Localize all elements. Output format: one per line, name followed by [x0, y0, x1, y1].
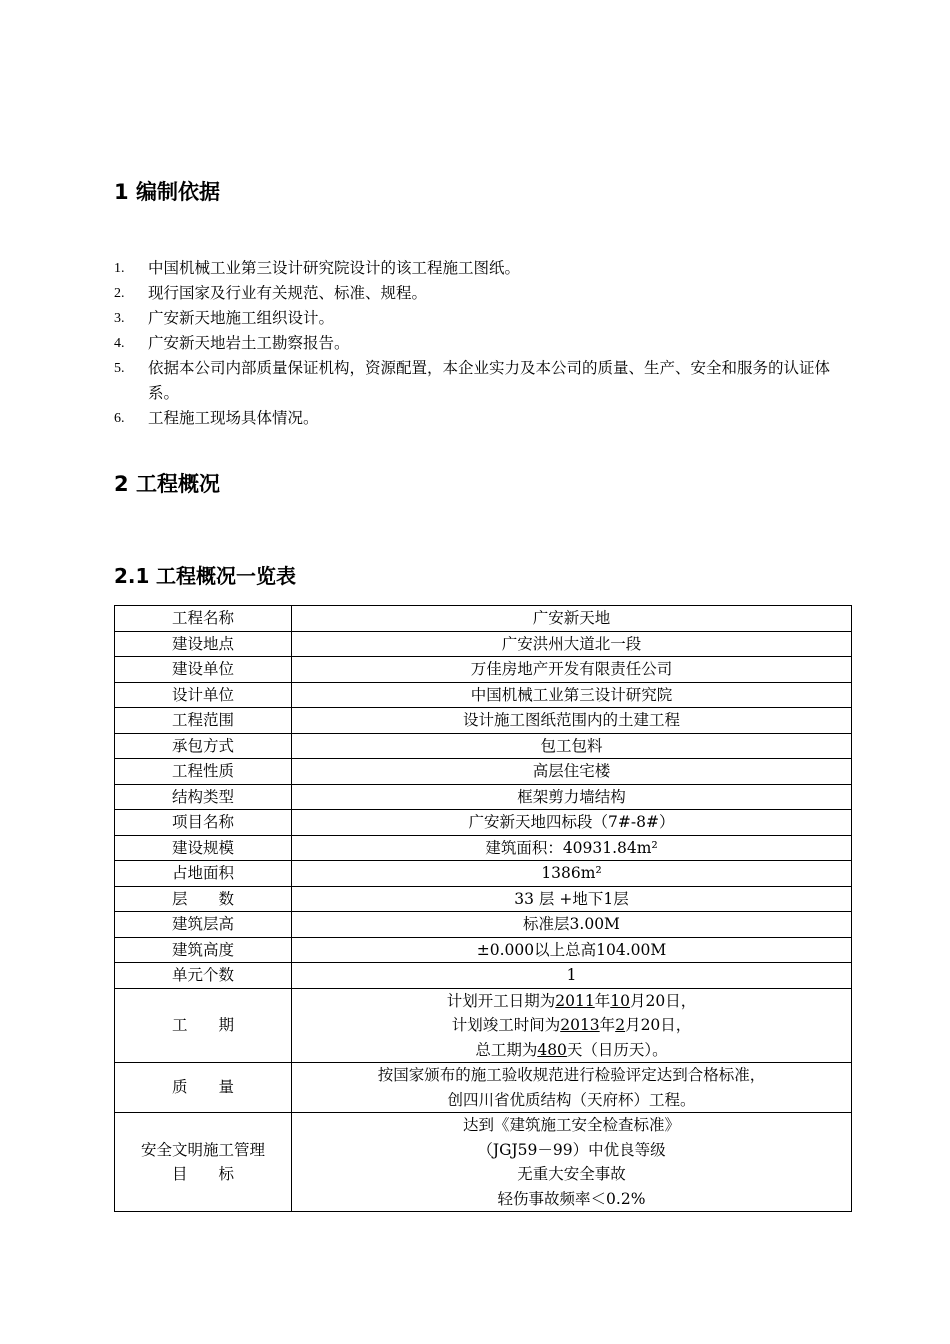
row-value: 中国机械工业第三设计研究院: [292, 682, 852, 708]
row-label: 项目名称: [115, 810, 292, 836]
period-text: 总工期为: [475, 1040, 538, 1059]
section-1-heading: [114, 176, 220, 206]
section-1-title: 编制依据: [136, 180, 220, 204]
basis-list: [114, 256, 852, 431]
row-value: 框架剪力墙结构: [292, 784, 852, 810]
table-row: [115, 886, 852, 912]
basis-item-text: 中国机械工业第三设计研究院设计的该工程施工图纸。: [148, 259, 521, 277]
table-row: [115, 912, 852, 938]
end-month: 2: [615, 1016, 626, 1034]
row-value: 广安新天地: [292, 606, 852, 632]
row-label: 设计单位: [115, 682, 292, 708]
table-row: [115, 682, 852, 708]
period-value: [292, 988, 852, 1063]
row-label: 建筑层高: [115, 912, 292, 938]
row-value: 1386m²: [292, 861, 852, 887]
period-line-3: [292, 1038, 851, 1063]
table-row: [115, 657, 852, 683]
row-label: 建设单位: [115, 657, 292, 683]
row-value: 广安洪州大道北一段: [292, 631, 852, 657]
table-row: [115, 733, 852, 759]
basis-item-text: 现行国家及行业有关规范、标准、规程。: [148, 284, 428, 302]
row-value: 建筑面积：40931.84m²: [292, 835, 852, 861]
table-row: [115, 606, 852, 632]
row-label: 建设地点: [115, 631, 292, 657]
basis-item-number: 3.: [114, 311, 125, 326]
table-row: [115, 861, 852, 887]
table-row-period: [115, 988, 852, 1063]
row-label: 工程性质: [115, 759, 292, 785]
quality-line-1: 按国家颁布的施工验收规范进行检验评定达到合格标准，: [377, 1066, 766, 1084]
basis-item-text: 广安新天地岩土工勘察报告。: [148, 334, 350, 352]
basis-item-number: 4.: [114, 336, 125, 351]
table-row: [115, 631, 852, 657]
period-text: 计划开工日期为: [446, 991, 556, 1010]
quality-line-2: 创四川省优质结构（天府杯）工程。: [447, 1090, 696, 1109]
table-row: [115, 759, 852, 785]
row-value: ±0.000以上总高104.00M: [292, 937, 852, 963]
row-label: 层 数: [115, 886, 292, 912]
safety-label-line-2: 目 标: [171, 1165, 234, 1183]
quality-value: [292, 1063, 852, 1113]
row-label: 建设规模: [115, 835, 292, 861]
safety-label-line-1: 安全文明施工管理: [140, 1140, 265, 1159]
row-value: 33 层 +地下1层: [292, 886, 852, 912]
start-year: 2011: [555, 991, 595, 1010]
safety-line-1: 达到《建筑施工安全检查标准》: [462, 1116, 680, 1134]
row-label: 工程范围: [115, 708, 292, 734]
period-text: 计划竣工时间为: [451, 1016, 561, 1034]
basis-item: [114, 356, 852, 406]
start-month: 10: [610, 991, 630, 1010]
row-label: 建筑高度: [115, 937, 292, 963]
safety-value: [292, 1113, 852, 1212]
total-days: 480: [537, 1040, 567, 1059]
section-2-number: 2: [114, 472, 129, 496]
safety-line-3: 无重大安全事故: [517, 1165, 626, 1183]
basis-item: [114, 281, 852, 306]
period-text: 月20日，: [625, 1016, 692, 1034]
quality-label: 质 量: [115, 1063, 292, 1113]
basis-item: [114, 306, 852, 331]
basis-item-number: 1.: [114, 261, 125, 276]
row-label: 工程名称: [115, 606, 292, 632]
section-2-1-heading: [114, 560, 296, 589]
basis-item-text: 广安新天地施工组织设计。: [148, 309, 335, 327]
row-value: 1: [292, 963, 852, 989]
safety-line-2: （JGJ59－99）中优良等级: [477, 1140, 666, 1159]
row-value: 高层住宅楼: [292, 759, 852, 785]
table-row: [115, 937, 852, 963]
table-row: [115, 963, 852, 989]
overview-table: [114, 605, 852, 1212]
period-text: 月20日，: [629, 991, 697, 1010]
basis-item-number: 6.: [114, 411, 125, 426]
basis-item: [114, 331, 852, 356]
row-label: 单元个数: [115, 963, 292, 989]
basis-item: [114, 406, 852, 431]
section-2-1-number: 2.1: [114, 564, 150, 588]
table-row-quality: [115, 1063, 852, 1113]
basis-item-text: 依据本公司内部质量保证机构，资源配置，本企业实力及本公司的质量、生产、安全和服务的认证体系。: [148, 359, 831, 402]
row-value: 标准层3.00M: [292, 912, 852, 938]
row-value: 万佳房地产开发有限责任公司: [292, 657, 852, 683]
period-line-1: [292, 989, 851, 1014]
basis-item-number: 2.: [114, 286, 125, 301]
period-line-2: [292, 1013, 851, 1038]
section-2-heading: [114, 468, 220, 498]
section-1-number: 1: [114, 180, 129, 204]
row-value: 包工包料: [292, 733, 852, 759]
end-year: 2013: [560, 1016, 600, 1034]
table-row: [115, 708, 852, 734]
section-2-1-title: 工程概况一览表: [156, 564, 296, 588]
safety-label: [115, 1113, 292, 1212]
table-row-safety: [115, 1113, 852, 1212]
section-2-title: 工程概况: [136, 472, 220, 496]
table-row: [115, 810, 852, 836]
row-label: 结构类型: [115, 784, 292, 810]
row-label: 占地面积: [115, 861, 292, 887]
row-value: 设计施工图纸范围内的土建工程: [292, 708, 852, 734]
basis-item-text: 工程施工现场具体情况。: [148, 409, 319, 427]
table-row: [115, 784, 852, 810]
basis-item: [114, 256, 852, 281]
period-label: 工 期: [115, 988, 292, 1063]
basis-item-number: 5.: [114, 361, 125, 376]
period-text: 年: [599, 1016, 616, 1034]
row-value: 广安新天地四标段（7#-8#）: [292, 810, 852, 836]
row-label: 承包方式: [115, 733, 292, 759]
period-text: 年: [594, 991, 611, 1010]
table-row: [115, 835, 852, 861]
period-text: 天（日历天）。: [566, 1040, 668, 1059]
safety-line-4: 轻伤事故频率＜0.2%: [497, 1189, 646, 1208]
